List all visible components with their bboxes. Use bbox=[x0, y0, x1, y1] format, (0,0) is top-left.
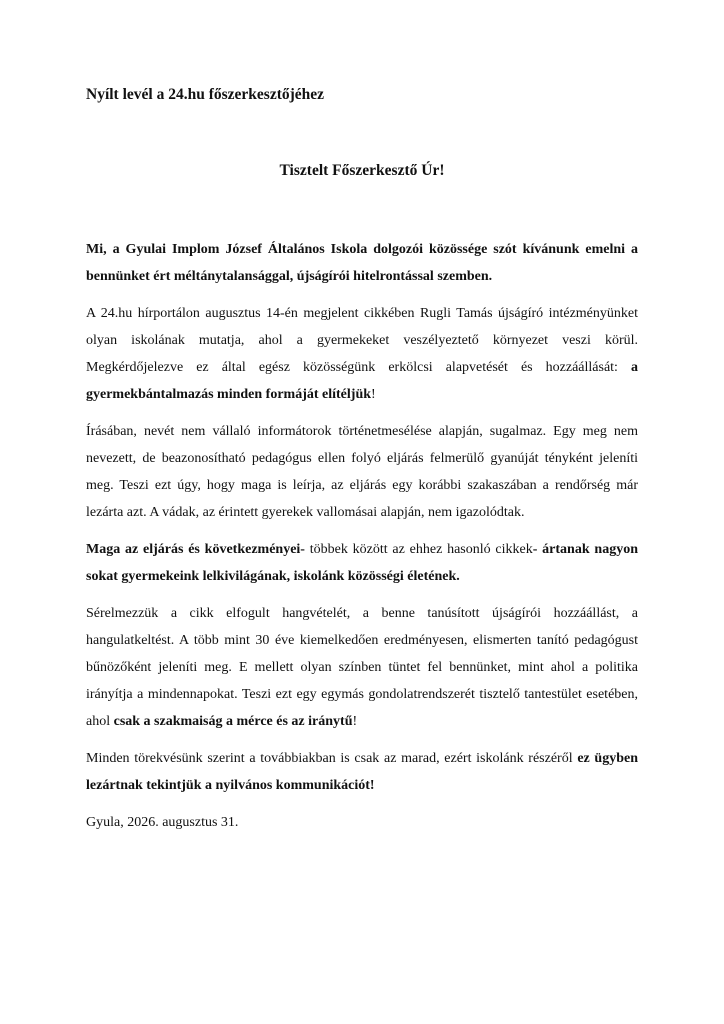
paragraph-2 bbox=[86, 300, 638, 408]
paragraph-6-bold: ez ügyben lezártnak tekintjük a nyilvános kommunikációt! bbox=[86, 751, 639, 793]
paragraph-6 bbox=[86, 745, 638, 799]
paragraph-4-text: többek között az ehhez hasonló cikkek bbox=[304, 542, 533, 557]
closing-date-line: Gyula, 2026. augusztus 31. bbox=[86, 815, 239, 830]
paragraph-1 bbox=[86, 236, 638, 290]
paragraph-2-bold: a gyermekbántalmazás minden formáját elítéljük bbox=[86, 360, 638, 402]
paragraph-5 bbox=[86, 600, 638, 735]
paragraph-3-text: Írásában, nevét nem vállaló informátorok történetmesélése alapján, sugalmaz. Egy meg nem nevezett, de beazonosítható pedagógus ellen folyó eljárás felmerülő gyanúját tényként jeleníti meg. Teszi ezt úgy, hogy maga is leírja, az eljárás egy korábbi szakaszában a rendőrség már lezárta azt. A vádak, az érintett gyerekek vallomásai alapján, nem igazolódtak. bbox=[86, 424, 638, 520]
letter-body bbox=[86, 236, 638, 846]
salutation: Tisztelt Főszerkesztő Úr! bbox=[279, 162, 445, 179]
paragraph-4 bbox=[86, 536, 638, 590]
paragraph-3 bbox=[86, 418, 638, 526]
paragraph-6-text: Minden törekvésünk szerint a továbbiakban is csak az marad, ezért iskolánk részéről bbox=[86, 751, 578, 766]
paragraph-4-bold-2: - ártanak nagyon sokat gyermekeink lelkivilágának, iskolánk közösségi életének. bbox=[86, 542, 638, 584]
paragraph-5-bold: csak a szakmaiság a mérce és az iránytű bbox=[113, 714, 353, 729]
paragraph-2-text: A 24.hu hírportálon augusztus 14-én megjelent cikkében Rugli Tamás újságíró intézményünket olyan iskolának mutatja, ahol a gyermekeket veszélyeztető környezet veszi körül. Megkérdőjelezve ez által egész közösségünk erkölcsi alapvetését és hozzáállását: bbox=[86, 306, 638, 375]
paragraph-4-bold-1: Maga az eljárás és következményei- bbox=[86, 542, 305, 557]
paragraph-1-bold: Mi, a Gyulai Implom József Általános Iskola dolgozói közössége szót kívánunk emelni a bennünket ért méltánytalansággal, újságírói hitelrontással szemben. bbox=[86, 242, 638, 284]
paragraph-5-text: Sérelmezzük a cikk elfogult hangvételét, a benne tanúsított újságírói hozzáállást, a hangulatkeltést. A több mint 30 éve kiemelkedően eredményesen, elismerten tanító pedagógust bűnözőként jeleníti meg. E mellett olyan színben tüntet fel bennünket, mint ahol a politika irányítja a mindennapokat. Teszi ezt egy egymás gondolatrendszerét tisztelő tantestület esetében, ahol bbox=[86, 606, 638, 729]
letter-heading: Nyílt levél a 24.hu főszerkesztőjéhez bbox=[86, 86, 325, 103]
paragraph-5-end: ! bbox=[352, 714, 358, 729]
paragraph-2-end: ! bbox=[371, 387, 376, 402]
